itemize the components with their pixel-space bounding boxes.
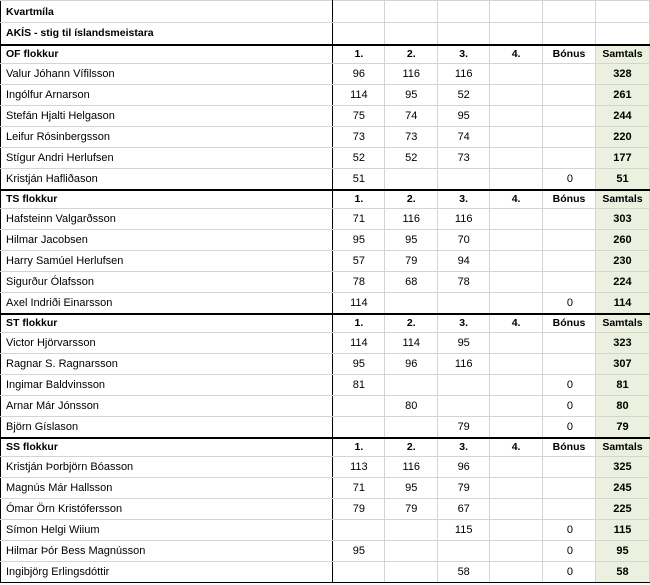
score-cell[interactable] — [438, 541, 490, 562]
group-header-row — [1, 45, 650, 64]
score-cell[interactable]: 73 — [385, 127, 438, 148]
bonus-cell[interactable]: 0 — [543, 396, 596, 417]
score-cell[interactable]: 95 — [385, 85, 438, 106]
table-row — [1, 333, 650, 354]
total-cell[interactable]: 220 — [595, 127, 649, 148]
driver-name[interactable]: Victor Hjörvarsson — [1, 333, 333, 354]
sheet-subtitle[interactable]: AKÍS - stig til íslandsmeistara — [1, 23, 333, 45]
score-cell[interactable]: 116 — [438, 64, 490, 85]
column-header[interactable]: 3. — [438, 190, 490, 209]
bonus-cell[interactable] — [543, 106, 596, 127]
total-cell[interactable]: 51 — [595, 169, 649, 190]
table-row — [1, 541, 650, 562]
score-cell[interactable]: 116 — [385, 457, 438, 478]
score-cell[interactable] — [333, 562, 385, 583]
group-name[interactable]: ST flokkur — [1, 314, 333, 333]
bonus-cell[interactable]: 0 — [543, 293, 596, 314]
driver-name[interactable]: Símon Helgi Wiium — [1, 520, 333, 541]
bonus-cell[interactable] — [543, 457, 596, 478]
column-header[interactable]: Bónus — [543, 190, 596, 209]
total-cell[interactable]: 177 — [595, 148, 649, 169]
column-header[interactable]: 2. — [385, 438, 438, 457]
total-cell[interactable]: 307 — [595, 354, 649, 375]
score-cell[interactable] — [490, 251, 543, 272]
score-cell[interactable]: 95 — [333, 230, 385, 251]
bonus-cell[interactable]: 0 — [543, 541, 596, 562]
score-cell[interactable] — [490, 148, 543, 169]
bonus-cell[interactable]: 0 — [543, 375, 596, 396]
score-cell[interactable]: 70 — [438, 230, 490, 251]
group-name[interactable]: OF flokkur — [1, 45, 333, 64]
subtitle-row — [1, 23, 650, 45]
column-header[interactable]: 3. — [438, 438, 490, 457]
bonus-cell[interactable] — [543, 148, 596, 169]
table-row — [1, 562, 650, 583]
cell[interactable] — [385, 1, 438, 23]
table-row — [1, 396, 650, 417]
table-row — [1, 457, 650, 478]
total-cell[interactable]: 95 — [595, 541, 649, 562]
score-cell[interactable] — [438, 169, 490, 190]
score-cell[interactable]: 116 — [438, 354, 490, 375]
score-cell[interactable] — [438, 375, 490, 396]
total-cell[interactable]: 245 — [595, 478, 649, 499]
driver-name[interactable]: Kristján Þorbjörn Bóasson — [1, 457, 333, 478]
table-row — [1, 169, 650, 190]
total-cell[interactable]: 323 — [595, 333, 649, 354]
sheet-title[interactable]: Kvartmíla — [1, 1, 333, 23]
score-cell[interactable]: 52 — [333, 148, 385, 169]
column-header[interactable]: Samtals — [595, 314, 649, 333]
column-header[interactable]: 4. — [490, 314, 543, 333]
total-cell[interactable]: 225 — [595, 499, 649, 520]
driver-name[interactable]: Ingimar Baldvinsson — [1, 375, 333, 396]
table-row — [1, 106, 650, 127]
driver-name[interactable]: Hilmar Jacobsen — [1, 230, 333, 251]
score-cell[interactable] — [490, 375, 543, 396]
score-cell[interactable]: 79 — [385, 251, 438, 272]
column-header[interactable]: Bónus — [543, 314, 596, 333]
driver-name[interactable]: Ingólfur Arnarson — [1, 85, 333, 106]
cell[interactable] — [543, 1, 596, 23]
table-row — [1, 230, 650, 251]
bonus-cell[interactable] — [543, 64, 596, 85]
score-cell[interactable]: 51 — [333, 169, 385, 190]
column-header[interactable]: Samtals — [595, 190, 649, 209]
score-cell[interactable]: 114 — [333, 333, 385, 354]
score-cell[interactable]: 58 — [438, 562, 490, 583]
column-header[interactable]: 2. — [385, 45, 438, 64]
score-cell[interactable]: 81 — [333, 375, 385, 396]
bonus-cell[interactable] — [543, 251, 596, 272]
score-cell[interactable]: 96 — [438, 457, 490, 478]
column-header[interactable]: 4. — [490, 190, 543, 209]
bonus-cell[interactable]: 0 — [543, 417, 596, 438]
column-header[interactable]: Bónus — [543, 45, 596, 64]
score-cell[interactable] — [385, 541, 438, 562]
bonus-cell[interactable] — [543, 478, 596, 499]
driver-name[interactable]: Harry Samúel Herlufsen — [1, 251, 333, 272]
score-cell[interactable] — [385, 375, 438, 396]
score-cell[interactable] — [490, 354, 543, 375]
score-cell[interactable] — [490, 520, 543, 541]
total-cell[interactable]: 80 — [595, 396, 649, 417]
group-name[interactable]: TS flokkur — [1, 190, 333, 209]
score-cell[interactable]: 68 — [385, 272, 438, 293]
cell[interactable] — [333, 1, 385, 23]
score-cell[interactable]: 95 — [438, 333, 490, 354]
table-row — [1, 64, 650, 85]
bonus-cell[interactable]: 0 — [543, 169, 596, 190]
table-row — [1, 148, 650, 169]
score-cell[interactable]: 95 — [385, 478, 438, 499]
score-cell[interactable]: 78 — [333, 272, 385, 293]
score-cell[interactable]: 95 — [385, 230, 438, 251]
score-cell[interactable]: 52 — [385, 148, 438, 169]
table-row — [1, 272, 650, 293]
table-row — [1, 85, 650, 106]
score-cell[interactable]: 114 — [333, 293, 385, 314]
score-cell[interactable]: 73 — [333, 127, 385, 148]
group-header-row — [1, 190, 650, 209]
column-header[interactable]: 4. — [490, 45, 543, 64]
driver-name[interactable]: Sigurður Ólafsson — [1, 272, 333, 293]
score-cell[interactable]: 78 — [438, 272, 490, 293]
score-cell[interactable] — [490, 127, 543, 148]
score-cell[interactable]: 116 — [385, 64, 438, 85]
column-header[interactable]: 1. — [333, 190, 385, 209]
score-cell[interactable] — [385, 520, 438, 541]
score-cell[interactable] — [490, 106, 543, 127]
score-cell[interactable]: 80 — [385, 396, 438, 417]
score-cell[interactable]: 95 — [333, 541, 385, 562]
driver-name[interactable]: Axel Indriði Einarsson — [1, 293, 333, 314]
cell[interactable] — [438, 23, 490, 45]
column-header[interactable]: Bónus — [543, 438, 596, 457]
total-cell[interactable]: 79 — [595, 417, 649, 438]
score-cell[interactable] — [490, 396, 543, 417]
cell[interactable] — [438, 1, 490, 23]
driver-name[interactable]: Stefán Hjalti Helgason — [1, 106, 333, 127]
title-row — [1, 1, 650, 23]
group-header-row — [1, 438, 650, 457]
column-header[interactable]: 3. — [438, 314, 490, 333]
driver-name[interactable]: Hilmar Þór Bess Magnússon — [1, 541, 333, 562]
score-cell[interactable]: 96 — [385, 354, 438, 375]
score-cell[interactable] — [333, 396, 385, 417]
score-cell[interactable] — [490, 230, 543, 251]
column-header[interactable]: 2. — [385, 314, 438, 333]
score-cell[interactable] — [490, 417, 543, 438]
score-cell[interactable] — [490, 169, 543, 190]
driver-name[interactable]: Valur Jóhann Vífilsson — [1, 64, 333, 85]
column-header[interactable]: 2. — [385, 190, 438, 209]
total-cell[interactable]: 230 — [595, 251, 649, 272]
score-cell[interactable] — [490, 562, 543, 583]
group-name[interactable]: SS flokkur — [1, 438, 333, 457]
total-cell[interactable]: 114 — [595, 293, 649, 314]
score-cell[interactable]: 96 — [333, 64, 385, 85]
driver-name[interactable]: Ragnar S. Ragnarsson — [1, 354, 333, 375]
column-header[interactable]: Samtals — [595, 438, 649, 457]
driver-name[interactable]: Leifur Rósinbergsson — [1, 127, 333, 148]
score-cell[interactable]: 79 — [438, 478, 490, 499]
score-cell[interactable] — [490, 478, 543, 499]
column-header[interactable]: 1. — [333, 45, 385, 64]
score-cell[interactable]: 114 — [385, 333, 438, 354]
score-cell[interactable] — [490, 64, 543, 85]
score-cell[interactable]: 116 — [438, 209, 490, 230]
score-cell[interactable]: 116 — [385, 209, 438, 230]
score-cell[interactable]: 95 — [438, 106, 490, 127]
score-cell[interactable]: 71 — [333, 209, 385, 230]
total-cell[interactable]: 58 — [595, 562, 649, 583]
score-cell[interactable] — [490, 293, 543, 314]
driver-name[interactable]: Kristján Hafliðason — [1, 169, 333, 190]
score-cell[interactable]: 67 — [438, 499, 490, 520]
table-row — [1, 520, 650, 541]
score-cell[interactable]: 71 — [333, 478, 385, 499]
driver-name[interactable]: Ingibjörg Erlingsdóttir — [1, 562, 333, 583]
score-cell[interactable] — [490, 272, 543, 293]
driver-name[interactable]: Björn Gíslason — [1, 417, 333, 438]
score-cell[interactable]: 79 — [385, 499, 438, 520]
cell[interactable] — [490, 1, 543, 23]
bonus-cell[interactable] — [543, 85, 596, 106]
total-cell[interactable]: 81 — [595, 375, 649, 396]
score-cell[interactable]: 113 — [333, 457, 385, 478]
cell[interactable] — [490, 23, 543, 45]
table-row — [1, 354, 650, 375]
table-row — [1, 127, 650, 148]
driver-name[interactable]: Ómar Örn Kristófersson — [1, 499, 333, 520]
table-row — [1, 209, 650, 230]
score-cell[interactable]: 52 — [438, 85, 490, 106]
driver-name[interactable]: Arnar Már Jónsson — [1, 396, 333, 417]
table-row — [1, 293, 650, 314]
score-cell[interactable] — [438, 396, 490, 417]
table-row — [1, 499, 650, 520]
score-cell[interactable] — [385, 293, 438, 314]
cell[interactable] — [385, 23, 438, 45]
bonus-cell[interactable] — [543, 333, 596, 354]
bonus-cell[interactable] — [543, 230, 596, 251]
score-cell[interactable] — [490, 209, 543, 230]
score-cell[interactable]: 74 — [385, 106, 438, 127]
total-cell[interactable]: 328 — [595, 64, 649, 85]
score-cell[interactable] — [385, 169, 438, 190]
total-cell[interactable]: 325 — [595, 457, 649, 478]
table-row — [1, 375, 650, 396]
group-header-row — [1, 314, 650, 333]
driver-name[interactable]: Hafsteinn Valgarðsson — [1, 209, 333, 230]
score-cell[interactable] — [490, 499, 543, 520]
bonus-cell[interactable]: 0 — [543, 562, 596, 583]
score-cell[interactable] — [490, 85, 543, 106]
score-cell[interactable]: 75 — [333, 106, 385, 127]
score-cell[interactable]: 115 — [438, 520, 490, 541]
column-header[interactable]: Samtals — [595, 45, 649, 64]
bonus-cell[interactable]: 0 — [543, 520, 596, 541]
column-header[interactable]: 1. — [333, 314, 385, 333]
score-cell[interactable]: 57 — [333, 251, 385, 272]
score-cell[interactable] — [438, 293, 490, 314]
total-cell[interactable]: 115 — [595, 520, 649, 541]
table-row — [1, 417, 650, 438]
score-cell[interactable] — [490, 541, 543, 562]
score-cell[interactable] — [490, 333, 543, 354]
bonus-cell[interactable] — [543, 272, 596, 293]
score-cell[interactable]: 94 — [438, 251, 490, 272]
bonus-cell[interactable] — [543, 354, 596, 375]
score-cell[interactable]: 79 — [438, 417, 490, 438]
total-cell[interactable]: 260 — [595, 230, 649, 251]
cell[interactable] — [595, 1, 649, 23]
score-cell[interactable]: 95 — [333, 354, 385, 375]
cell[interactable] — [333, 23, 385, 45]
score-cell[interactable] — [385, 417, 438, 438]
driver-name[interactable]: Magnús Már Hallsson — [1, 478, 333, 499]
column-header[interactable]: 1. — [333, 438, 385, 457]
cell[interactable] — [543, 23, 596, 45]
cell[interactable] — [595, 23, 649, 45]
total-cell[interactable]: 224 — [595, 272, 649, 293]
table-row — [1, 251, 650, 272]
score-cell[interactable] — [333, 417, 385, 438]
score-cell[interactable] — [385, 562, 438, 583]
score-cell[interactable]: 114 — [333, 85, 385, 106]
score-cell[interactable]: 79 — [333, 499, 385, 520]
column-header[interactable]: 4. — [490, 438, 543, 457]
score-cell[interactable] — [333, 520, 385, 541]
total-cell[interactable]: 261 — [595, 85, 649, 106]
bonus-cell[interactable] — [543, 127, 596, 148]
score-cell[interactable]: 74 — [438, 127, 490, 148]
driver-name[interactable]: Stígur Andri Herlufsen — [1, 148, 333, 169]
bonus-cell[interactable] — [543, 209, 596, 230]
column-header[interactable]: 3. — [438, 45, 490, 64]
score-cell[interactable]: 73 — [438, 148, 490, 169]
total-cell[interactable]: 303 — [595, 209, 649, 230]
score-cell[interactable] — [490, 457, 543, 478]
bonus-cell[interactable] — [543, 499, 596, 520]
table-row — [1, 478, 650, 499]
total-cell[interactable]: 244 — [595, 106, 649, 127]
